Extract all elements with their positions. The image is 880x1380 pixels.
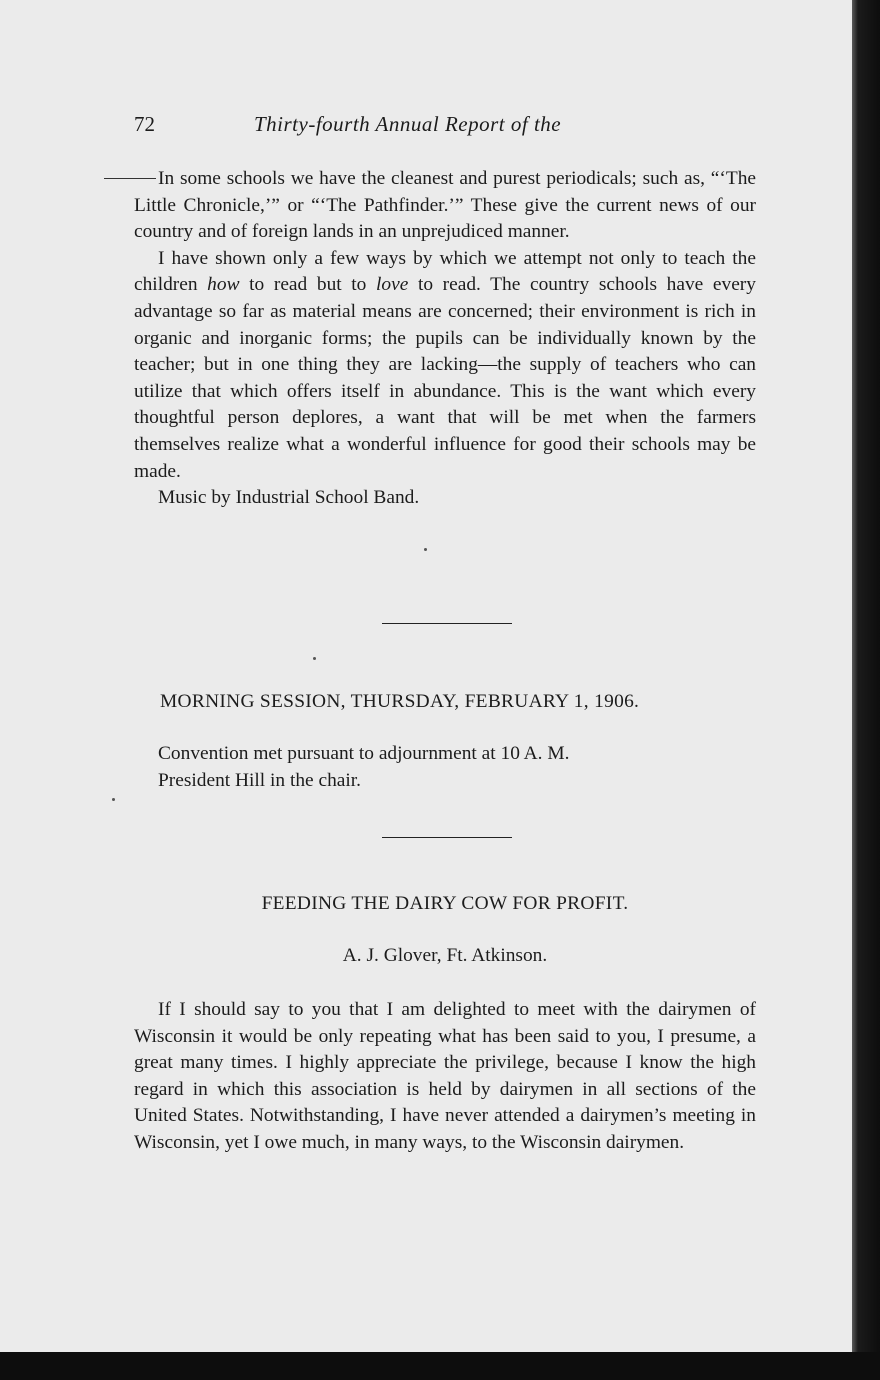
scan-speck bbox=[313, 657, 316, 660]
emphasis-love: love bbox=[376, 274, 409, 296]
running-head bbox=[134, 112, 756, 142]
article-text bbox=[134, 997, 756, 1157]
paragraph-text: to read but to bbox=[239, 274, 377, 296]
paragraph-music: Music by Industrial School Band. bbox=[158, 487, 420, 509]
scan-edge-bottom bbox=[0, 1352, 880, 1380]
paragraph-periodicals: In some schools we have the cleanest and purest periodicals; such as, “‘The Little Chronicle,’” or “‘The Pathfinder.’” These give the current news of our country and of foreign lands in an unprejudiced manner. bbox=[134, 168, 756, 243]
article-byline: A. J. Glover, Ft. Atkinson. bbox=[342, 945, 548, 966]
paragraph-country-schools bbox=[134, 246, 756, 485]
paragraph-text: I have shown only a few ways by which we attempt not only to teach the children bbox=[134, 247, 756, 296]
session-text bbox=[134, 741, 756, 794]
session-heading: MORNING SESSION, THURSDAY, FEBRUARY 1, 1906. bbox=[160, 691, 640, 712]
section-a-text bbox=[134, 166, 756, 512]
scan-edge-right bbox=[852, 0, 880, 1380]
section-divider bbox=[382, 623, 512, 624]
page-number: 72 bbox=[134, 112, 155, 136]
emphasis-how: how bbox=[207, 274, 240, 296]
paragraph-text: to read. The country schools have every advantage so far as material means are concerned; their environment is rich in organic and inorganic forms; the pupils can be individually known by the teacher; but in one thing they are lacking—the supply of teachers who can utilize that which offers itself in abundance. This is the want which every thoughtful person deplores, a want that will be met when the farmers themselves realize what a wonderful influence for good their schools may be made. bbox=[134, 274, 756, 482]
session-line-president: President Hill in the chair. bbox=[158, 769, 362, 791]
article-title: FEEDING THE DAIRY COW FOR PROFIT. bbox=[261, 893, 629, 914]
session-line-convention: Convention met pursuant to adjournment at 10 A. M. bbox=[158, 743, 570, 764]
paragraph-opening: If I should say to you that I am delighted to meet with the dairymen of Wisconsin it would be only repeating what has been said to you, I presume, a great many times. I highly appreciate the privilege, because I know the high regard in which this association is held by dairymen in all sections of the United States. Notwithstanding, I have never attended a dairymen’s meeting in Wisconsin, yet I owe much, in many ways, to the Wisconsin dairymen. bbox=[134, 999, 756, 1153]
scan-speck bbox=[424, 548, 427, 551]
section-divider bbox=[382, 837, 512, 838]
running-head-title: Thirty-fourth Annual Report of the bbox=[254, 112, 562, 136]
scan-speck bbox=[112, 798, 115, 801]
